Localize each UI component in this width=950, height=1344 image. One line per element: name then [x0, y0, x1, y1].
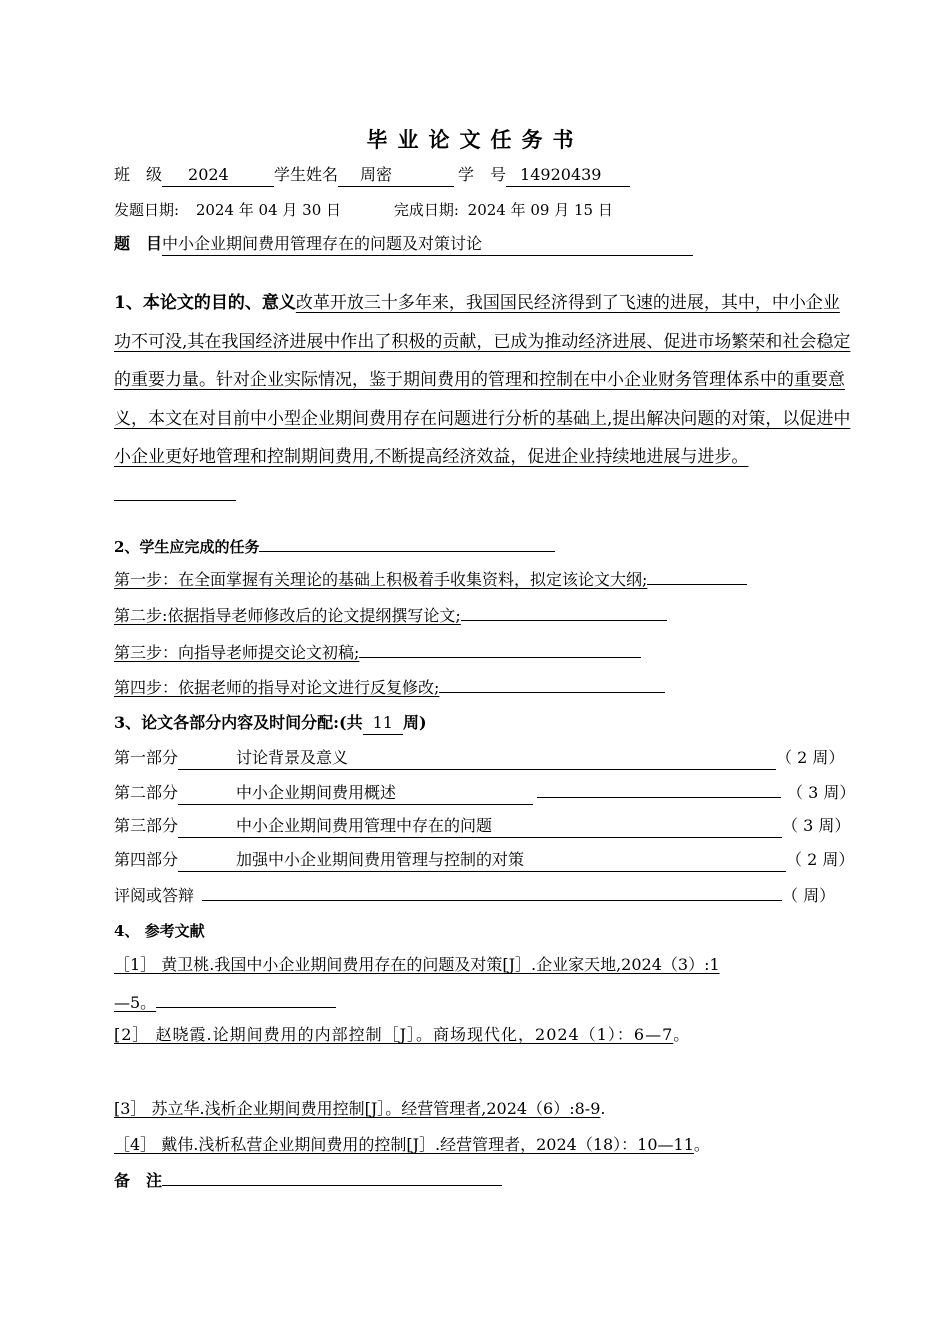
reference-1: ［1］ 黄卫桃.我国中小企业期间费用存在的问题及对策[J］.企业家天地,2024（3）:1: [114, 955, 720, 974]
reference-3: [3］ 苏立华.浅析企业期间费用控制[J］。经营管理者,2024（6）:8-9.: [114, 1099, 606, 1118]
purpose-text: 改革开放三十多年来，我国国民经济得到了飞速的进展，其中，中小企业功不可没,其在我国经济进展中作出了积极的贡献，已成为推动经济进展、促进市场繁荣和社会稳定的重要力量。针对企业实际情况，鉴于期间费用的管理和控制在中小企业财务管理体系中的重要意义，本文在对目前中小型企业期间费用存在问题进行分析的基础上,提出解决问题的对策，以促进中小企业更好地管理和控制期间费用,不断提高经济效益，促进企业持续地进展与进步。: [114, 293, 851, 467]
student-name-label: 学生姓名: [274, 165, 339, 184]
tasks-heading: 2、学生应完成的任务: [114, 538, 260, 556]
document-title: 毕业论文任务书: [366, 127, 584, 152]
end-date-value: 2024 年 09 月 15 日: [467, 201, 613, 219]
schedule-part-3: 第三部分 中小企业期间费用管理中存在的问题 （ 3 周）: [114, 815, 850, 838]
purpose-heading: 1、本论文的目的、意义: [114, 293, 296, 313]
schedule-part-4: 第四部分 加强中小企业期间费用管理与控制的对策 （ 2 周）: [114, 849, 854, 872]
student-id-label: 学 号: [458, 165, 507, 184]
reference-2: [2］ 赵晓霞.论期间费用的内部控制［J］。商场现代化，2024（1）：6—7。: [114, 1025, 691, 1044]
purpose-paragraph: [114, 284, 854, 515]
reference-1-cont: —5。: [114, 991, 336, 1014]
schedule-part-1: 第一部分 讨论背景及意义 （ 2 周）: [114, 747, 844, 770]
topic-label: 题 目: [114, 234, 163, 253]
notes-row: [114, 1169, 502, 1192]
schedule-review: 评阅或答辩 （ 周）: [114, 886, 836, 905]
start-date-value: 2024 年 04 月 30 日: [195, 201, 342, 219]
end-date-label: 完成日期:: [393, 201, 459, 219]
schedule-heading: 3、论文各部分内容及时间分配:(共 11 周): [114, 712, 427, 735]
student-name-value: 周密: [338, 164, 454, 187]
student-id-value: 14920439: [506, 164, 630, 187]
class-value: 2024: [162, 164, 274, 187]
total-weeks: 11: [363, 712, 403, 735]
references-heading: 4、 参考文献: [114, 922, 205, 940]
task-step-3: 第三步：向指导老师提交论文初稿;: [114, 641, 641, 664]
info-row-1: [114, 164, 630, 187]
info-row-2: [114, 199, 613, 221]
schedule-part-2: 第二部分 中小企业期间费用概述 （ 3 周）: [114, 781, 855, 805]
tasks-heading-row: [114, 535, 555, 558]
class-label: 班 级: [114, 165, 163, 184]
topic-row: [114, 233, 693, 256]
task-step-2: 第二步:依据指导老师修改后的论文提纲撰写论文;: [114, 604, 667, 627]
notes-label: 备 注: [114, 1171, 163, 1190]
reference-4: ［4］ 戴伟.浅析私营企业期间费用的控制[J］.经营管理者，2024（18）：10—11。: [114, 1135, 710, 1154]
topic-value: 中小企业期间费用管理存在的问题及对策讨论: [162, 233, 693, 256]
start-date-label: 发题日期:: [114, 201, 180, 219]
task-step-4: 第四步：依据老师的指导对论文进行反复修改;: [114, 676, 665, 699]
task-step-1: 第一步：在全面掌握有关理论的基础上积极着手收集资料，拟定该论文大纲;: [114, 568, 747, 591]
